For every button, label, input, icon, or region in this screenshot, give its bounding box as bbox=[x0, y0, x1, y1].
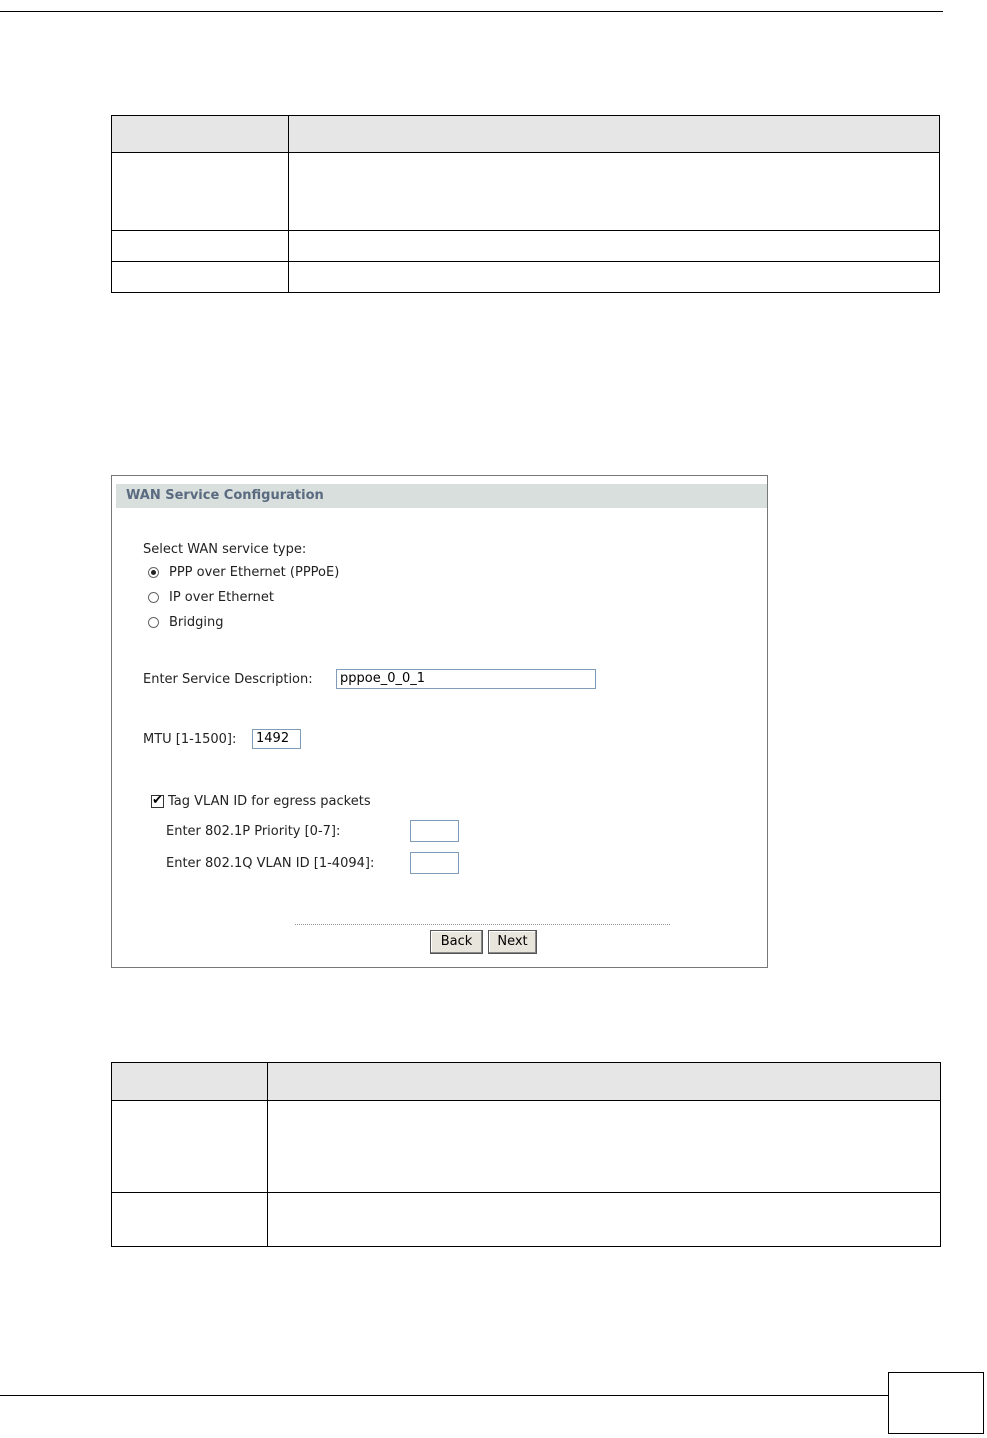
vlan-id-input[interactable] bbox=[410, 852, 459, 874]
back-button[interactable]: Back bbox=[430, 930, 483, 954]
table-row bbox=[112, 231, 940, 262]
radio-selected-icon[interactable] bbox=[148, 567, 159, 578]
checkmark-icon: ✔ bbox=[152, 793, 163, 808]
table-row bbox=[112, 1101, 941, 1193]
radio-ipoe-label: IP over Ethernet bbox=[169, 590, 274, 605]
service-description-label: Enter Service Description: bbox=[143, 672, 313, 687]
radio-ip-over-ethernet[interactable] bbox=[148, 590, 274, 605]
description-table-top bbox=[111, 115, 940, 293]
footer-rule bbox=[0, 1395, 888, 1396]
header-rule bbox=[0, 11, 943, 12]
mtu-input[interactable]: 1492 bbox=[252, 729, 301, 749]
service-type-label: Select WAN service type: bbox=[143, 542, 307, 557]
table-row bbox=[112, 262, 940, 293]
mtu-label: MTU [1-1500]: bbox=[143, 732, 237, 747]
panel-title: WAN Service Configuration bbox=[116, 484, 767, 508]
service-description-input[interactable]: pppoe_0_0_1 bbox=[336, 669, 596, 689]
page-number-box bbox=[888, 1372, 984, 1434]
priority-label: Enter 802.1P Priority [0-7]: bbox=[166, 824, 341, 839]
wan-service-config-panel bbox=[111, 475, 768, 968]
tag-vlan-row[interactable] bbox=[151, 794, 371, 809]
radio-unselected-icon[interactable] bbox=[148, 617, 159, 628]
priority-input[interactable] bbox=[410, 820, 459, 842]
tag-vlan-checkbox[interactable] bbox=[151, 795, 164, 808]
radio-unselected-icon[interactable] bbox=[148, 592, 159, 603]
tag-vlan-label: Tag VLAN ID for egress packets bbox=[168, 794, 371, 809]
table-row bbox=[112, 1193, 941, 1247]
button-separator bbox=[295, 924, 670, 925]
table-row bbox=[112, 153, 940, 231]
table-header-row bbox=[112, 116, 940, 153]
radio-pppoe[interactable] bbox=[148, 565, 339, 580]
next-button[interactable]: Next bbox=[488, 930, 537, 954]
description-table-bottom bbox=[111, 1062, 941, 1247]
vlan-id-label: Enter 802.1Q VLAN ID [1-4094]: bbox=[166, 856, 375, 871]
radio-bridging[interactable] bbox=[148, 615, 223, 630]
radio-bridging-label: Bridging bbox=[169, 615, 224, 630]
table-header-row bbox=[112, 1063, 941, 1101]
radio-pppoe-label: PPP over Ethernet (PPPoE) bbox=[169, 565, 340, 580]
